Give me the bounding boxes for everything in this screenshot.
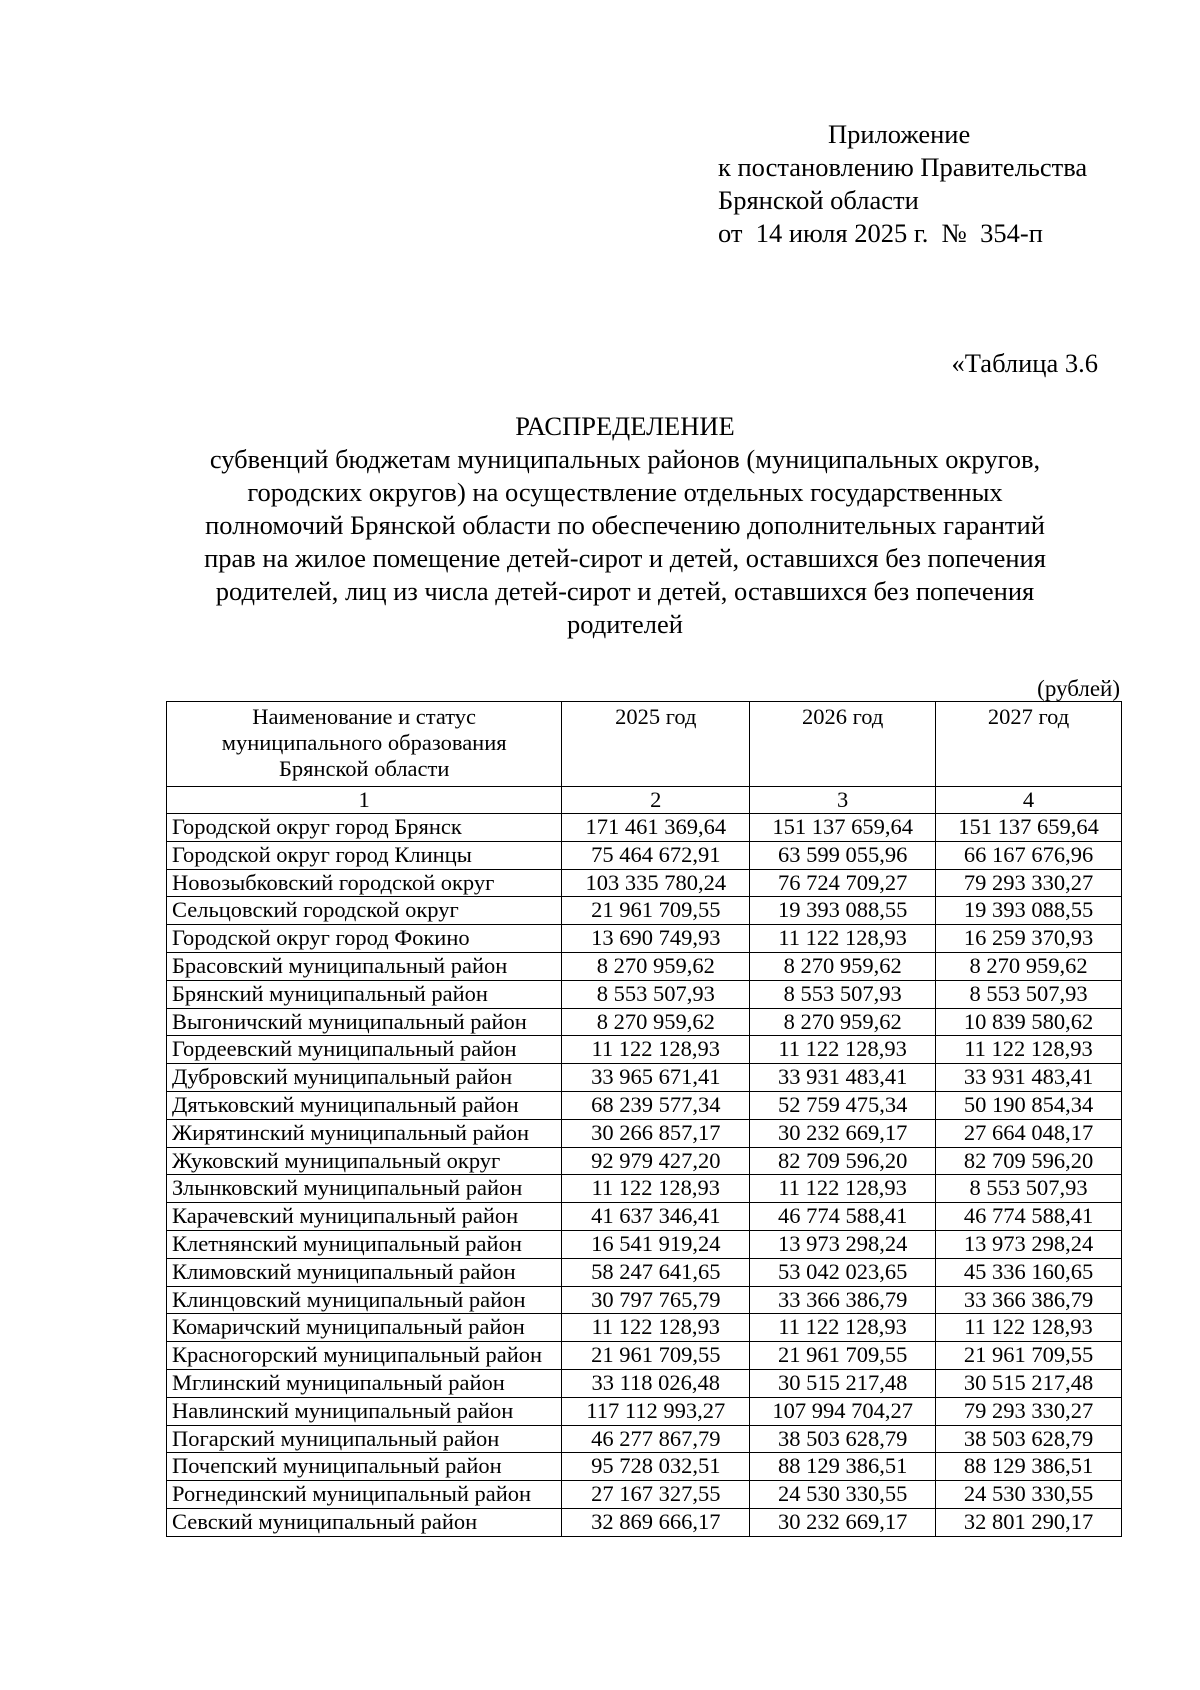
- municipality-name-cell: Рогнединский муниципальный район: [167, 1481, 562, 1509]
- table-row: [167, 925, 1122, 953]
- amount-cell: 30 232 669,17: [750, 1119, 936, 1147]
- amount-cell: 33 931 483,41: [936, 1064, 1122, 1092]
- table-row: [167, 1091, 1122, 1119]
- municipality-name-cell: Дубровский муниципальный район: [167, 1064, 562, 1092]
- column-index-row: [167, 787, 1122, 814]
- municipality-name-cell: Жуковский муниципальный округ: [167, 1147, 562, 1175]
- table-row: [167, 1453, 1122, 1481]
- amount-cell: 76 724 709,27: [750, 869, 936, 897]
- amount-cell: 13 973 298,24: [936, 1230, 1122, 1258]
- appendix-line: к постановлению Правительства: [718, 152, 1088, 182]
- table-row: [167, 1369, 1122, 1397]
- appendix-line: Брянской области: [718, 185, 919, 215]
- amount-cell: 52 759 475,34: [750, 1091, 936, 1119]
- amount-cell: 107 994 704,27: [750, 1397, 936, 1425]
- table-label: «Таблица 3.6: [951, 348, 1098, 378]
- amount-cell: 38 503 628,79: [936, 1425, 1122, 1453]
- title-line: городских округов) на осуществление отдельных государственных: [247, 477, 1003, 507]
- appendix-date-number: от 14 июля 2025 г. № 354-п: [718, 218, 1043, 248]
- table-body: [167, 814, 1122, 1537]
- amount-cell: 19 393 088,55: [750, 897, 936, 925]
- amount-cell: 11 122 128,93: [936, 1314, 1122, 1342]
- amount-cell: 21 961 709,55: [936, 1342, 1122, 1370]
- amount-cell: 11 122 128,93: [936, 1036, 1122, 1064]
- amount-cell: 82 709 596,20: [750, 1147, 936, 1175]
- municipality-name-cell: Севский муниципальный район: [167, 1508, 562, 1536]
- amount-cell: 11 122 128,93: [750, 1036, 936, 1064]
- column-index: 4: [936, 787, 1122, 814]
- table-row: [167, 1203, 1122, 1231]
- amount-cell: 63 599 055,96: [750, 841, 936, 869]
- amount-cell: 10 839 580,62: [936, 1008, 1122, 1036]
- municipality-name-cell: Красногорский муниципальный район: [167, 1342, 562, 1370]
- title-line: прав на жилое помещение детей-сирот и детей, оставшихся без попечения: [204, 543, 1046, 573]
- table-row: [167, 1230, 1122, 1258]
- amount-cell: 32 869 666,17: [562, 1508, 750, 1536]
- header-name-line: муниципального образования: [221, 730, 507, 755]
- amount-cell: 8 270 959,62: [750, 952, 936, 980]
- amount-cell: 66 167 676,96: [936, 841, 1122, 869]
- amount-cell: 33 931 483,41: [750, 1064, 936, 1092]
- table-row: [167, 1425, 1122, 1453]
- amount-cell: 50 190 854,34: [936, 1091, 1122, 1119]
- amount-cell: 33 118 026,48: [562, 1369, 750, 1397]
- table-row: [167, 814, 1122, 842]
- amount-cell: 21 961 709,55: [562, 1342, 750, 1370]
- amount-cell: 13 690 749,93: [562, 925, 750, 953]
- municipality-name-cell: Жирятинский муниципальный район: [167, 1119, 562, 1147]
- amount-cell: 13 973 298,24: [750, 1230, 936, 1258]
- table-row: [167, 1064, 1122, 1092]
- column-index: 3: [750, 787, 936, 814]
- header-name: [167, 702, 562, 787]
- amount-cell: 171 461 369,64: [562, 814, 750, 842]
- amount-cell: 21 961 709,55: [562, 897, 750, 925]
- table-row: [167, 1397, 1122, 1425]
- municipality-name-cell: Мглинский муниципальный район: [167, 1369, 562, 1397]
- amount-cell: 33 366 386,79: [750, 1286, 936, 1314]
- amount-cell: 30 232 669,17: [750, 1508, 936, 1536]
- municipality-name-cell: Злынковский муниципальный район: [167, 1175, 562, 1203]
- distribution-table: [166, 701, 1122, 1537]
- amount-cell: 151 137 659,64: [936, 814, 1122, 842]
- amount-cell: 151 137 659,64: [750, 814, 936, 842]
- table-row: [167, 1119, 1122, 1147]
- municipality-name-cell: Сельцовский городской округ: [167, 897, 562, 925]
- header-year: 2027 год: [936, 702, 1122, 787]
- amount-cell: 68 239 577,34: [562, 1091, 750, 1119]
- amount-cell: 11 122 128,93: [750, 925, 936, 953]
- title-line: родителей: [567, 609, 683, 639]
- municipality-name-cell: Городской округ город Клинцы: [167, 841, 562, 869]
- amount-cell: 11 122 128,93: [750, 1314, 936, 1342]
- amount-cell: 95 728 032,51: [562, 1453, 750, 1481]
- table-row: [167, 1258, 1122, 1286]
- amount-cell: 88 129 386,51: [936, 1453, 1122, 1481]
- amount-cell: 27 167 327,55: [562, 1481, 750, 1509]
- column-index: 1: [167, 787, 562, 814]
- amount-cell: 30 515 217,48: [750, 1369, 936, 1397]
- amount-cell: 38 503 628,79: [750, 1425, 936, 1453]
- amount-cell: 79 293 330,27: [936, 869, 1122, 897]
- amount-cell: 27 664 048,17: [936, 1119, 1122, 1147]
- table-row: [167, 1314, 1122, 1342]
- amount-cell: 46 774 588,41: [750, 1203, 936, 1231]
- amount-cell: 8 270 959,62: [562, 1008, 750, 1036]
- header-name-line: Брянской области: [278, 756, 450, 781]
- municipality-name-cell: Новозыбковский городской округ: [167, 869, 562, 897]
- amount-cell: 8 553 507,93: [936, 980, 1122, 1008]
- title-line: субвенций бюджетам муниципальных районов (муниципальных округов,: [209, 444, 1041, 474]
- amount-cell: 46 277 867,79: [562, 1425, 750, 1453]
- municipality-name-cell: Выгоничский муниципальный район: [167, 1008, 562, 1036]
- table-row: [167, 1508, 1122, 1536]
- municipality-name-cell: Карачевский муниципальный район: [167, 1203, 562, 1231]
- table-row: [167, 1175, 1122, 1203]
- table-row: [167, 1342, 1122, 1370]
- municipality-name-cell: Навлинский муниципальный район: [167, 1397, 562, 1425]
- amount-cell: 8 553 507,93: [750, 980, 936, 1008]
- amount-cell: 82 709 596,20: [936, 1147, 1122, 1175]
- amount-cell: 11 122 128,93: [562, 1175, 750, 1203]
- amount-cell: 32 801 290,17: [936, 1508, 1122, 1536]
- municipality-name-cell: Гордеевский муниципальный район: [167, 1036, 562, 1064]
- table-row: [167, 980, 1122, 1008]
- table-row: [167, 1481, 1122, 1509]
- table-header-row: [167, 702, 1122, 787]
- amount-cell: 11 122 128,93: [562, 1036, 750, 1064]
- municipality-name-cell: Почепский муниципальный район: [167, 1453, 562, 1481]
- amount-cell: 53 042 023,65: [750, 1258, 936, 1286]
- amount-cell: 33 965 671,41: [562, 1064, 750, 1092]
- amount-cell: 24 530 330,55: [750, 1481, 936, 1509]
- table-row: [167, 1286, 1122, 1314]
- header-year: 2026 год: [750, 702, 936, 787]
- amount-cell: 8 553 507,93: [936, 1175, 1122, 1203]
- amount-cell: 16 541 919,24: [562, 1230, 750, 1258]
- column-index: 2: [562, 787, 750, 814]
- municipality-name-cell: Комаричский муниципальный район: [167, 1314, 562, 1342]
- amount-cell: 117 112 993,27: [562, 1397, 750, 1425]
- amount-cell: 30 266 857,17: [562, 1119, 750, 1147]
- amount-cell: 103 335 780,24: [562, 869, 750, 897]
- amount-cell: 8 553 507,93: [562, 980, 750, 1008]
- amount-cell: 88 129 386,51: [750, 1453, 936, 1481]
- municipality-name-cell: Брасовский муниципальный район: [167, 952, 562, 980]
- table-row: [167, 952, 1122, 980]
- amount-cell: 16 259 370,93: [936, 925, 1122, 953]
- municipality-name-cell: Дятьковский муниципальный район: [167, 1091, 562, 1119]
- municipality-name-cell: Клинцовский муниципальный район: [167, 1286, 562, 1314]
- amount-cell: 11 122 128,93: [562, 1314, 750, 1342]
- title-line: полномочий Брянской области по обеспечению дополнительных гарантий: [205, 510, 1045, 540]
- title-heading: РАСПРЕДЕЛЕНИЕ: [515, 411, 735, 441]
- units-label: (рублей): [1037, 676, 1120, 701]
- municipality-name-cell: Погарский муниципальный район: [167, 1425, 562, 1453]
- amount-cell: 8 270 959,62: [562, 952, 750, 980]
- header-name-line: Наименование и статус: [252, 704, 477, 729]
- municipality-name-cell: Климовский муниципальный район: [167, 1258, 562, 1286]
- municipality-name-cell: Брянский муниципальный район: [167, 980, 562, 1008]
- table-row: [167, 1036, 1122, 1064]
- amount-cell: 19 393 088,55: [936, 897, 1122, 925]
- table-row: [167, 1147, 1122, 1175]
- municipality-name-cell: Клетнянский муниципальный район: [167, 1230, 562, 1258]
- amount-cell: 8 270 959,62: [936, 952, 1122, 980]
- amount-cell: 46 774 588,41: [936, 1203, 1122, 1231]
- table-row: [167, 869, 1122, 897]
- appendix-block: [718, 118, 1087, 250]
- amount-cell: 75 464 672,91: [562, 841, 750, 869]
- amount-cell: 24 530 330,55: [936, 1481, 1122, 1509]
- municipality-name-cell: Городской округ город Фокино: [167, 925, 562, 953]
- appendix-title: Приложение: [828, 119, 971, 149]
- amount-cell: 8 270 959,62: [750, 1008, 936, 1036]
- municipality-name-cell: Городской округ город Брянск: [167, 814, 562, 842]
- amount-cell: 30 797 765,79: [562, 1286, 750, 1314]
- document-title: [150, 410, 1100, 641]
- table-row: [167, 841, 1122, 869]
- amount-cell: 92 979 427,20: [562, 1147, 750, 1175]
- amount-cell: 41 637 346,41: [562, 1203, 750, 1231]
- amount-cell: 30 515 217,48: [936, 1369, 1122, 1397]
- header-year: 2025 год: [562, 702, 750, 787]
- amount-cell: 11 122 128,93: [750, 1175, 936, 1203]
- table-row: [167, 897, 1122, 925]
- title-line: родителей, лиц из числа детей-сирот и детей, оставшихся без попечения: [215, 576, 1035, 606]
- amount-cell: 45 336 160,65: [936, 1258, 1122, 1286]
- amount-cell: 21 961 709,55: [750, 1342, 936, 1370]
- amount-cell: 33 366 386,79: [936, 1286, 1122, 1314]
- amount-cell: 79 293 330,27: [936, 1397, 1122, 1425]
- table-row: [167, 1008, 1122, 1036]
- amount-cell: 58 247 641,65: [562, 1258, 750, 1286]
